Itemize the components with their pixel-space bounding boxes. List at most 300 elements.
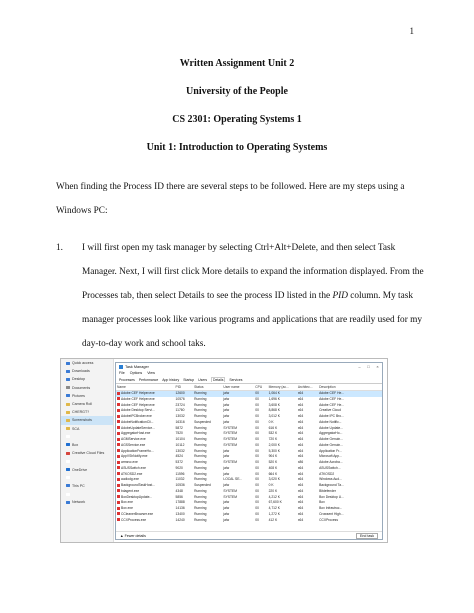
explorer-item[interactable] [61,392,113,400]
table-cell: AggregatorHo... [319,431,343,436]
table-cell: SYSTEM [223,494,237,499]
explorer-item-label: Network [72,500,86,505]
table-cell: Box [319,500,325,505]
table-cell: x86 [297,460,304,464]
table-cell: jalw [222,391,254,397]
table-cell: 16316 [175,419,185,424]
task-manager-window [115,362,383,540]
table-cell: LOCAL SE... [223,477,243,482]
table-row[interactable] [116,518,382,524]
assignment-title: Written Assignment Unit 2 [179,58,295,69]
table-cell: ATKOSD2 [319,471,335,476]
table-cell: Adobe CEF Helper.exe [116,391,175,397]
table-cell: Suspended [194,483,211,487]
table-cell: Running [194,437,207,441]
table-cell: 4524 [175,454,183,459]
table-cell: 00 [255,488,259,493]
explorer-item[interactable] [61,359,113,367]
explorer-item[interactable] [61,416,113,424]
column-header[interactable]: Status [193,384,222,391]
explorer-item[interactable] [61,457,113,465]
table-cell: Running [194,431,207,436]
table-cell: 00 [255,408,259,413]
table-cell: 00 [255,506,259,510]
table-cell: Running [194,414,207,418]
table-cell: Running [194,471,207,476]
table-cell: 00 [255,477,259,482]
explorer-item[interactable] [61,465,113,473]
table-cell: 220 K [268,488,278,493]
table-cell: jalw [223,402,230,407]
table-cell: x64 [297,488,304,493]
table-cell: SYSTEM [223,488,237,493]
explorer-item-label: Box [72,442,79,447]
tab-details[interactable]: Details [213,378,224,382]
table-cell: Adobe CEF Helper.exe [116,403,175,409]
folder-icon [66,370,70,373]
process-icon [117,403,120,406]
menu-file[interactable]: File [119,371,125,375]
table-cell: 10112 [175,442,185,447]
folder-icon [66,493,70,496]
column-header[interactable]: CPU [254,384,267,391]
table-cell: 11032 [175,477,185,482]
folder-icon [66,386,70,389]
table-cell: Adobe Update... [319,425,343,430]
table-cell: jalw [223,408,230,413]
table-cell: Creative Cloud [319,408,341,413]
task-manager-footer [116,531,382,539]
process-icon [117,409,120,412]
column-header[interactable]: Name [116,384,175,391]
table-cell: 00 [255,442,259,447]
table-cell: 13032 [175,414,185,418]
table-cell: 00 [255,517,259,522]
table-cell: 17888 [175,500,185,505]
table-cell: SYSTEM [223,460,237,464]
table-cell: 3,608 K [268,402,280,407]
table-cell: jalw [223,465,230,470]
course-title: CS 2301: Operating Systems 1 [172,114,302,125]
table-cell: 4348 [175,488,183,493]
table-cell: jalw [223,511,230,516]
table-cell: 5,300 K [268,448,280,453]
table-cell: 0 K [268,483,274,487]
process-icon [117,426,120,429]
task-manager-screenshot [60,358,388,543]
table-cell: Running [194,454,207,459]
process-icon [117,397,120,400]
maximize-button[interactable]: □ [367,364,370,369]
explorer-item[interactable] [61,375,113,383]
table-cell: SYSTEM [223,437,237,441]
explorer-item[interactable] [61,367,113,375]
table-cell: 5372 [175,460,183,464]
table-cell: jalw [223,506,230,510]
table-cell: Running [194,465,207,470]
table-cell: Running [194,511,207,516]
table-cell: Adobe Desktop Servi... [116,408,175,414]
column-header[interactable]: Architec... [297,384,318,391]
table-cell: Application Fr... [319,448,342,453]
table-cell: ApplicationFrameHo... [116,449,175,455]
table-cell: x64 [297,483,304,487]
table-cell: Adobe Acroba... [319,460,343,464]
table-cell: jalw [223,471,230,476]
column-header[interactable]: User name [222,384,254,391]
table-cell: Running [194,408,207,413]
table-cell: 2,000 K [268,442,280,447]
table-cell: Box Infrastruc... [319,506,343,510]
tab-performance[interactable]: Performance [138,377,159,382]
folder-icon [66,378,70,381]
folder-icon [66,476,70,479]
folder-icon [66,452,70,455]
minimize-button[interactable]: – [358,364,361,369]
process-icon [117,392,120,395]
table-cell: jalw [223,454,230,459]
table-cell: ASUSSwitch.exe [116,466,175,472]
table-cell: x64 [297,494,304,499]
table-cell: x64 [297,396,304,401]
process-icon [117,449,120,452]
close-button[interactable]: × [376,364,379,369]
folder-icon [66,411,70,414]
window-title: Task Manager [125,364,149,369]
table-cell: AdobeUpdateService... [116,426,175,432]
table-cell: x64 [297,431,304,436]
table-cell: 00 [255,465,259,470]
table-cell: 1,272 K [268,511,280,516]
table-cell: 0 K [268,419,274,424]
table-cell: x64 [297,448,304,453]
table-cell: CCXProcess.exe [116,518,175,524]
table-cell: SYSTEM [223,431,237,436]
table-cell: Running [194,448,207,453]
table-cell: Running [194,500,207,505]
process-icon [117,472,120,475]
explorer-item-label: Documents [72,385,91,390]
table-cell: 9020 [175,465,183,470]
table-cell: 408 K [268,465,278,470]
column-header[interactable]: PID [175,384,194,391]
explorer-item[interactable] [61,482,113,490]
table-cell: CCXProcess [319,517,338,522]
tab-services[interactable]: Services [229,377,243,382]
table-cell: 12600 [175,391,194,397]
table-cell: jalw [223,448,230,453]
table-cell: 10104 [175,437,185,441]
explorer-item[interactable] [61,400,113,408]
process-icon [117,461,120,464]
table-cell: 67,600 K [268,500,282,505]
explorer-item[interactable] [61,425,113,433]
explorer-item[interactable] [61,433,113,441]
table-cell: Bitdefender [319,488,336,493]
table-cell: Running [194,442,207,447]
table-cell: x64 [297,442,304,447]
table-cell: 00 [255,431,259,436]
table-cell: x64 [297,500,304,505]
table-cell: x64 [297,408,304,413]
explorer-item[interactable] [61,490,113,498]
title-block [0,58,474,170]
table-cell: 8,868 K [268,408,280,413]
table-cell: Running [194,506,207,510]
table-cell: 4,712 K [268,506,280,510]
table-cell: 00 [255,425,259,430]
fewer-details-link[interactable]: ▲ Fewer details [120,533,146,538]
end-task-button[interactable]: End task [356,533,378,539]
folder-icon [66,394,70,397]
table-cell: 00 [255,437,259,441]
tab-users[interactable]: Users [198,377,208,382]
folder-icon [66,435,70,438]
explorer-item-label: CHERGT? [72,410,90,415]
table-cell: x64 [297,414,304,418]
process-icon [117,489,120,492]
process-icon [117,466,120,469]
folder-icon [66,427,70,430]
table-cell: Windows Aud... [319,477,342,482]
table-cell: AGSService.exe [116,443,175,449]
table-cell: 00 [255,511,259,516]
table-cell: 00 [254,391,267,397]
table-cell: 23724 [175,402,185,407]
pid-emphasis: PID [332,291,348,301]
process-icon [117,507,120,510]
table-cell: Background Ta... [319,483,344,487]
table-cell: jalw [223,500,230,505]
explorer-item[interactable] [61,441,113,449]
table-cell: audiodg.exe [116,477,175,483]
table-cell: Crowsent High... [319,511,344,516]
table-cell: 00 [255,448,259,453]
table-cell: bdagent.exe [116,489,175,495]
table-cell: jalw [223,483,230,487]
table-cell: Adobe Genuin... [319,437,343,441]
table-cell: armsvc.exe [116,460,175,466]
explorer-item-label: Screenshots [72,418,92,423]
table-cell: Adobe CEF Helper.exe [116,397,175,403]
table-cell: x64 [297,437,304,441]
process-table [116,384,382,523]
process-icon [117,443,120,446]
process-icon [117,518,120,521]
table-cell: Microsoft App... [319,454,342,459]
table-cell: 412 K [268,517,278,522]
process-icon [117,455,120,458]
table-cell: 00 [255,396,259,401]
table-cell: 00 [255,494,259,499]
table-cell: 00 [255,402,259,407]
task-manager-icon [119,365,123,369]
process-icon [117,432,120,435]
process-icon [117,484,120,487]
process-icon [117,495,120,498]
table-cell: 00 [255,483,259,487]
explorer-item-label: Downloads [72,369,90,374]
process-icon [117,478,120,481]
table-cell: 11760 [175,408,185,413]
explorer-item[interactable] [61,449,113,457]
folder-icon [66,484,70,487]
table-cell: x64 [297,419,304,424]
tab-processes[interactable]: Processes [119,377,135,382]
list-number: 1. [56,243,63,253]
table-cell: x64 [297,506,304,510]
menu-view[interactable]: View [147,371,155,375]
process-icon [117,501,120,504]
explorer-item-label: Quick access [72,361,94,366]
tab-bar [116,376,382,384]
table-cell: 14240 [175,517,185,522]
table-cell: Adobe CEF He... [319,402,345,407]
table-cell: Running [194,425,207,430]
explorer-item-label: OneDrive [72,467,88,472]
process-icon [117,438,120,441]
table-cell: Adobe CEF He... [318,391,382,397]
explorer-item-label: Camera Roll [72,402,92,407]
table-cell: 7520 [175,431,183,436]
table-cell: x64 [297,402,304,407]
process-icon [117,512,120,515]
table-cell: BoxDesktopUpdate... [116,495,175,501]
process-icon [117,415,120,418]
table-cell: 904 K [268,454,278,459]
table-cell: jalw [223,517,230,522]
folder-icon [66,468,70,471]
explorer-item-label: Creative Cloud Files [72,451,105,456]
table-cell: 14136 [175,506,185,510]
table-cell: SYSTEM [223,442,237,447]
explorer-item-label: This PC [72,483,85,488]
explorer-item-label: SCA [72,426,80,431]
table-cell: Running [194,402,207,407]
table-cell: Adobe Notific... [319,419,342,424]
page-number: 1 [409,26,414,36]
table-cell: AdobeIPCBroker.exe [116,414,175,420]
table-cell: AGMService.exe [116,437,175,443]
table-cell: Running [194,477,207,482]
explorer-item[interactable] [61,384,113,392]
table-cell: 5872 [175,425,183,430]
table-cell: 00 [255,414,259,418]
table-cell: 3,012 K [268,414,280,418]
tab-startup[interactable]: Startup [183,377,195,382]
table-cell: 00 [255,454,259,459]
table-cell: jalw [223,414,230,418]
table-cell: Running [193,391,222,397]
unit-title: Unit 1: Introduction to Operating Systems [146,142,328,153]
table-cell: 11596 [175,471,185,476]
folder-icon [66,460,70,463]
table-cell: Running [194,488,207,493]
table-cell: 3,020 K [268,477,280,482]
table-cell: x64 [297,454,304,459]
table-cell: BackgroundTaskHost... [116,483,175,489]
table-cell: Adobe CEF He... [319,396,345,401]
table-cell: 5856 [175,494,183,499]
table-cell: jalw [223,419,230,424]
table-cell: 1,064 K [268,391,297,397]
table-cell: 00 [255,419,259,424]
folder-icon [66,362,70,365]
table-cell: 520 K [268,460,278,464]
university-name: University of the People [186,86,288,97]
folder-icon [66,419,70,422]
folder-icon [66,443,70,446]
menu-options[interactable]: Options [129,371,143,375]
column-header[interactable]: Description [318,384,382,391]
table-cell: 13032 [175,448,185,453]
table-cell: 664 K [268,471,278,476]
table-cell: Running [194,494,207,499]
explorer-nav-pane [61,359,114,542]
table-cell: x64 [297,425,304,430]
table-cell: ATKOSD2.exe [116,472,175,478]
column-header[interactable]: Memory (ac... [268,384,297,391]
table-cell: 616 K [268,425,278,430]
table-cell: 4,212 K [268,494,280,499]
table-cell: 10536 [175,483,185,487]
explorer-item[interactable] [61,498,113,506]
table-cell: Running [194,517,207,522]
table-cell: Adobe Genuin... [319,442,343,447]
process-icon [117,420,120,423]
table-cell: 00 [255,471,259,476]
table-cell: CCleanerBrowser.exe [116,512,175,518]
table-cell: Box.exe [116,506,175,512]
tab-app-history[interactable]: App history [162,377,180,382]
folder-icon [66,501,70,504]
intro-paragraph: When finding the Process ID there are several steps to be followed. Here are my steps using a Windows PC: [56,182,405,216]
table-cell: 00 [255,500,259,505]
table-cell: x64 [297,471,304,476]
table-cell: Running [194,396,207,401]
table-cell: AggregatorHost.exe [116,431,175,437]
table-cell: Suspended [194,419,211,424]
table-cell: x64 [297,465,304,470]
table-cell: Adobe IPC Bro... [319,414,344,418]
title-bar [116,363,382,370]
explorer-item[interactable] [61,474,113,482]
table-cell: x64 [297,517,304,522]
explorer-item[interactable] [61,408,113,416]
explorer-item-label: Pictures [72,393,85,398]
table-cell: 13400 [175,511,185,516]
table-cell: x64 [297,391,318,397]
explorer-item-label: Desktop [72,377,86,382]
table-cell: jalw [223,396,230,401]
table-cell: 00 [255,460,259,464]
table-cell: Box Desktop U... [319,494,344,499]
table-cell: SYSTEM [223,425,237,430]
table-cell: 10576 [175,396,185,401]
table-cell: x64 [297,477,304,482]
table-cell: ASUSSwitch... [319,465,341,470]
table-cell: 1,696 K [268,396,280,401]
table-cell: Running [194,460,207,464]
list-text: I will first open my task manager by selecting Ctrl+Alt+Delete, and then select Task Manager. Next, I will first click More details to expand the information displayed. From the Processes tab, then select Details to see the process ID listed in the PID column. My task manager processes look like various programs and applications that are readily used for my day-to-day work and school taks. [82,243,424,349]
table-cell: Box.exe [116,500,175,506]
table-cell: 532 K [268,431,278,436]
table-cell: x64 [297,511,304,516]
table-cell: 720 K [268,437,278,441]
table-cell: AppVShNotify.exe [116,454,175,460]
table-cell: AdobeNotificationCli... [116,420,175,426]
folder-icon [66,403,70,406]
